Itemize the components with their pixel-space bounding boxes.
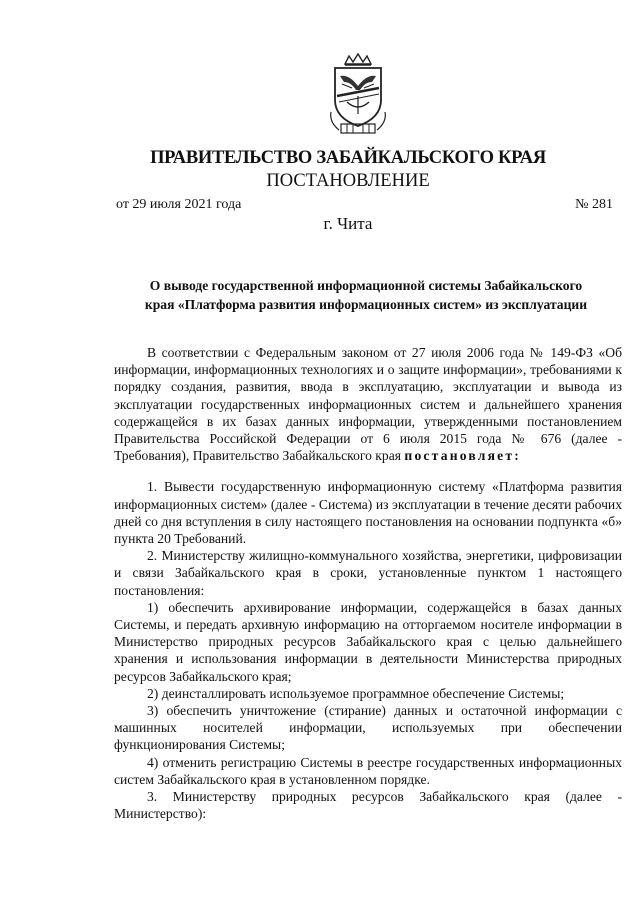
document-date: от 29 июля 2021 года [116, 197, 242, 212]
clause-3: 3. Министерству природных ресурсов Забайкальского края (далее - Министерство): [114, 789, 622, 822]
subclause-2-3: 3) обеспечить уничтожение (стирание) данных и остаточной информации с машинных носителей информации, используемых при обеспечении функционирования Системы; [114, 703, 622, 753]
document-city: г. Чита [323, 214, 373, 233]
document-number: № 281 [575, 197, 613, 212]
document-body [114, 344, 622, 822]
government-name: ПРАВИТЕЛЬСТВО ЗАБАЙКАЛЬСКОГО КРАЯ [150, 148, 546, 168]
subclause-2-1: 1) обеспечить архивирование информации, содержащейся в базах данных Системы, и передать архивную информацию на отторгаемом носителе информации в Министерство природных ресурсов Забайкальского края с целью дальнейшего хранения и использования информации в деятельности Министерства природных ресурсов Забайкальского края; [114, 599, 622, 684]
clause-1: 1. Вывести государственную информационную систему «Платформа развития информационных систем» (далее - Система) из эксплуатации в течение десяти рабочих дней со дня вступления в силу настоящего постановления на основании подпункта «б» пункта 20 Требований. [114, 479, 622, 547]
preamble-text: В соответствии с Федеральным законом от 27 июля 2006 года № 149-ФЗ «Об информации, информационных технологиях и о защите информации», требованиями к порядку создания, развития, ввода в эксплуатацию, эксплуатации и вывода из эксплуатации государственных информационных систем и дальнейшего хранения содержащейся в их базах данных информации, утвержденными постановлением Правительства Российской Федерации от 6 июля 2015 года № 676 (далее - Требования), Правительство Забайкальского края [114, 345, 622, 464]
document-type: ПОСТАНОВЛЕНИЕ [266, 171, 430, 191]
subclause-2-2: 2) деинсталлировать используемое программное обеспечение Системы; [147, 685, 565, 701]
subject-line: края «Платформа развития информационных систем» из эксплуатации [144, 297, 588, 312]
clause-2: 2. Министерству жилищно-коммунального хозяйства, энергетики, цифровизации и связи Забайкальского края в сроки, установленные пунктом 1 настоящего постановления: [114, 548, 622, 598]
resolves-word: постановляет: [404, 448, 521, 464]
subclause-2-4: 4) отменить регистрацию Системы в реестре государственных информационных систем Забайкальского края в установленном порядке. [114, 754, 622, 787]
subject-line: О выводе государственной информационной системы Забайкальского [149, 278, 583, 293]
preamble-paragraph [114, 344, 622, 464]
coat-of-arms-icon [327, 52, 389, 136]
document-subject [112, 276, 620, 314]
